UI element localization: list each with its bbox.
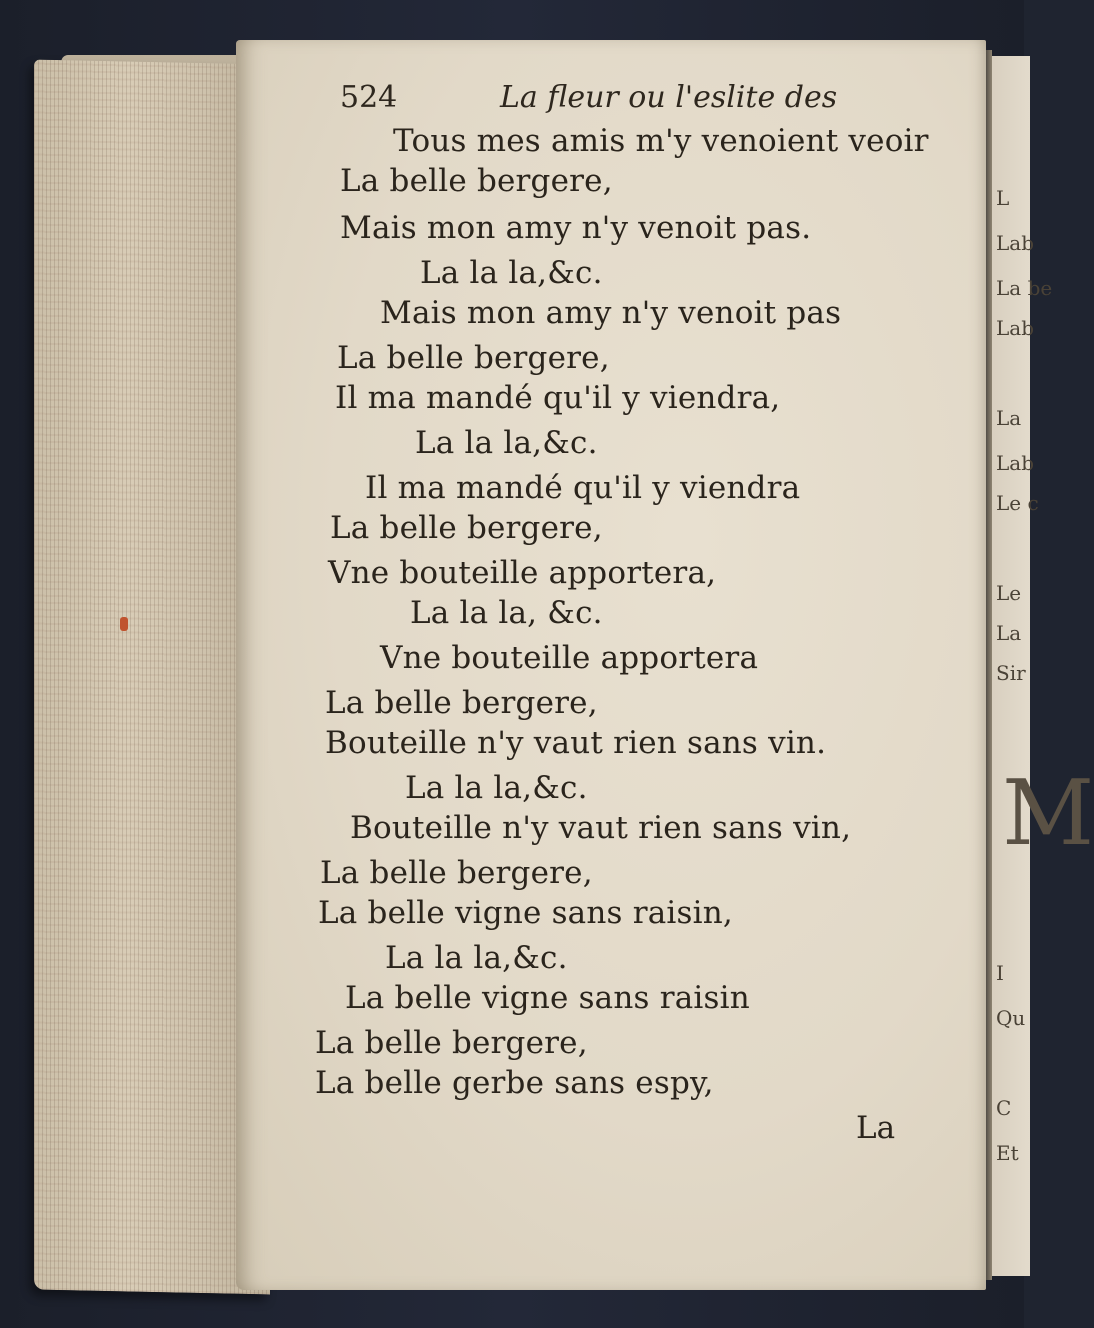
text-line: La belle bergere, [337,340,610,376]
text-line: Tous mes amis m'y venoient veoir [393,123,929,159]
text-line: La belle bergere, [325,685,598,721]
text-line: La belle bergere, [320,855,593,891]
text-line: Vne bouteille apportera, [328,555,717,591]
text-line: Mais mon amy n'y venoit pas [380,295,842,331]
catchword: La [856,1110,896,1146]
text-line: Mais mon amy n'y venoit pas. [340,210,812,246]
text-line: La la la,&c. [415,425,598,461]
edge-stain [120,617,128,631]
text-line: La belle vigne sans raisin, [318,895,733,931]
text-line: Il ma mandé qu'il y viendra, [335,380,781,416]
text-line: La belle bergere, [315,1025,588,1061]
book-fore-edge [34,60,270,1295]
text-line: Bouteille n'y vaut rien sans vin. [325,725,827,761]
text-line: Bouteille n'y vaut rien sans vin, [350,810,852,846]
text-line: La belle gerbe sans espy, [315,1065,714,1101]
text-line: La belle bergere, [330,510,603,546]
text-line: La la la, &c. [410,595,603,631]
text-line: La belle bergere, [340,163,613,199]
text-line: La la la,&c. [420,255,603,291]
text-line: La belle vigne sans raisin [345,980,750,1016]
page-number: 524 [340,80,398,115]
text-line: La la la,&c. [405,770,588,806]
text-line: Il ma mandé qu'il y viendra [365,470,801,506]
text-line: Vne bouteille apportera [380,640,759,676]
running-title: La fleur ou l'eslite des [500,80,838,115]
text-line: La la la,&c. [385,940,568,976]
facing-page-edge: L Lab La be Lab La Lab Le c Le La Sir M I Qu C Et [990,56,1030,1276]
